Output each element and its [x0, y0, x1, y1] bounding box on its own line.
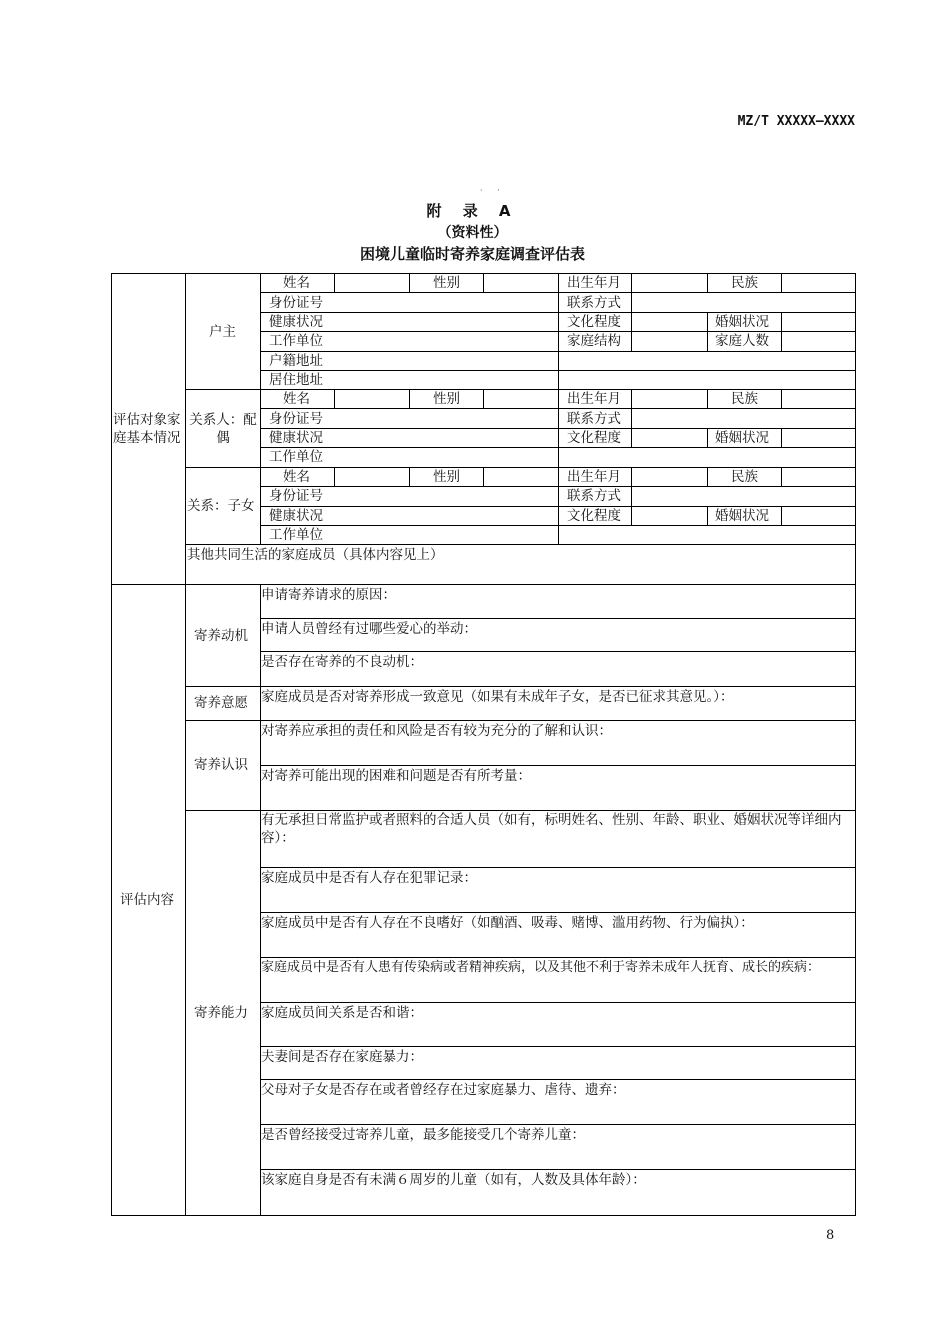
question-bad-habits: 家庭成员中是否有人存在不良嗜好（如酗酒、吸毒、赌博、滥用药物、行为偏执）： — [261, 915, 754, 931]
grid-line — [781, 428, 782, 447]
group-label-cognition: 寄养认识 — [194, 757, 248, 773]
field-label-work: 工作单位 — [269, 527, 323, 543]
field-label-contact: 联系方式 — [567, 295, 621, 311]
question-harmony: 家庭成员间关系是否和谐： — [261, 1005, 423, 1021]
grid-line — [260, 486, 856, 487]
grid-line — [260, 618, 856, 619]
field-label-family-structure: 家庭结构 — [567, 333, 621, 349]
grid-line — [260, 584, 261, 1216]
decorative-dots: · · — [480, 186, 506, 195]
field-label-gender: 性别 — [433, 275, 460, 291]
grid-line — [185, 273, 186, 1216]
group-label-spouse: 关系人：配偶 — [189, 412, 257, 446]
field-label-birth: 出生年月 — [567, 391, 621, 407]
page-number: 8 — [826, 1228, 835, 1243]
grid-line — [260, 1046, 856, 1047]
field-label-education: 文化程度 — [567, 314, 621, 330]
field-label-contact: 联系方式 — [567, 411, 621, 427]
field-label-marital: 婚姻状况 — [715, 314, 769, 330]
standard-code: MZ/T XXXXX—XXXX — [737, 114, 855, 129]
grid-line — [260, 351, 856, 352]
field-label-name: 姓名 — [283, 275, 310, 291]
field-label-id: 身份证号 — [269, 488, 323, 504]
grid-line — [185, 544, 856, 545]
field-label-id: 身份证号 — [269, 411, 323, 427]
field-label-health: 健康状况 — [269, 508, 323, 524]
grid-line — [409, 273, 410, 292]
grid-line — [409, 467, 410, 486]
field-label-health: 健康状况 — [269, 314, 323, 330]
field-label-work: 工作单位 — [269, 449, 323, 465]
field-label-work: 工作单位 — [269, 333, 323, 349]
question-caregiver: 有无承担日常监护或者照料的合适人员（如有，标明姓名、性别、年龄、职业、婚姻状况等详细内容）： — [261, 812, 842, 846]
appendix-title: 附 录 A — [426, 202, 519, 220]
grid-line — [707, 389, 708, 408]
question-difficulties: 对寄养可能出现的困难和问题是否有所考量： — [261, 768, 531, 784]
grid-line — [781, 389, 782, 408]
grid-line — [334, 467, 335, 486]
field-label-education: 文化程度 — [567, 430, 621, 446]
field-label-other-members: 其他共同生活的家庭成员（具体内容见上） — [187, 547, 444, 563]
grid-line — [260, 651, 856, 652]
form-title: 困境儿童临时寄养家庭调查评估表 — [359, 245, 585, 263]
question-young-children: 该家庭自身是否有未满６周岁的儿童（如有，人数及具体年龄）： — [261, 1172, 646, 1188]
grid-line — [260, 370, 856, 371]
field-label-birth: 出生年月 — [567, 275, 621, 291]
field-label-name: 姓名 — [283, 391, 310, 407]
field-label-ethnicity: 民族 — [731, 275, 758, 291]
grid-line — [260, 912, 856, 913]
question-diseases: 家庭成员中是否有人患有传染病或者精神疾病，以及其他不利于寄养未成年人抚育、成长的疾病： — [261, 960, 821, 975]
field-label-hukou: 户籍地址 — [269, 353, 323, 369]
grid-line — [260, 447, 856, 448]
field-label-ethnicity: 民族 — [731, 469, 758, 485]
grid-line — [707, 467, 708, 486]
grid-line — [260, 1079, 856, 1080]
section-label-assessment: 评估内容 — [120, 892, 174, 908]
grid-line — [409, 389, 410, 408]
field-label-gender: 性别 — [433, 469, 460, 485]
field-label-family-size: 家庭人数 — [715, 333, 769, 349]
grid-line — [781, 273, 782, 292]
grid-line — [260, 525, 856, 526]
question-responsibility: 对寄养应承担的责任和风险是否有较为充分的了解和认识： — [261, 723, 612, 739]
grid-line — [707, 428, 708, 447]
group-label-householder: 户主 — [209, 324, 236, 340]
grid-line — [707, 273, 708, 292]
grid-line — [260, 292, 856, 293]
group-label-capacity: 寄养能力 — [194, 1005, 248, 1021]
grid-line — [260, 957, 856, 958]
field-label-contact: 联系方式 — [567, 488, 621, 504]
field-label-education: 文化程度 — [567, 508, 621, 524]
question-consensus: 家庭成员是否对寄养形成一致意见（如果有未成年子女，是否已征求其意见。）： — [261, 689, 734, 705]
question-reason: 申请寄养请求的原因： — [261, 587, 396, 603]
question-bad-motive: 是否存在寄养的不良动机： — [261, 654, 423, 670]
grid-line — [185, 686, 856, 687]
section-label-basic-info: 评估对象家庭基本情况 — [113, 412, 181, 446]
assessment-table — [111, 273, 856, 1216]
group-label-willingness: 寄养意愿 — [194, 695, 248, 711]
grid-line — [483, 273, 484, 292]
grid-line — [260, 1124, 856, 1125]
grid-line — [483, 389, 484, 408]
grid-line — [483, 467, 484, 486]
grid-line — [334, 273, 335, 292]
grid-line — [260, 1169, 856, 1170]
grid-line — [631, 389, 632, 447]
grid-line — [260, 1002, 856, 1003]
field-label-birth: 出生年月 — [567, 469, 621, 485]
field-label-health: 健康状况 — [269, 430, 323, 446]
grid-line — [781, 467, 782, 486]
question-previous-foster: 是否曾经接受过寄养儿童，最多能接受几个寄养儿童： — [261, 1127, 585, 1143]
field-label-marital: 婚姻状况 — [715, 430, 769, 446]
grid-line — [781, 506, 782, 525]
appendix-nature: （资料性） — [437, 225, 508, 241]
question-child-abuse: 父母对子女是否存在或者曾经存在过家庭暴力、虐待、遗弃： — [261, 1082, 626, 1098]
grid-line — [111, 584, 856, 585]
group-label-child: 关系：子女 — [187, 498, 255, 514]
grid-line — [185, 720, 856, 721]
grid-line — [260, 408, 856, 409]
field-label-residence: 居住地址 — [269, 372, 323, 388]
field-label-marital: 婚姻状况 — [715, 508, 769, 524]
question-caring-acts: 申请人员曾经有过哪些爱心的举动： — [261, 621, 477, 637]
grid-line — [260, 765, 856, 766]
field-label-ethnicity: 民族 — [731, 391, 758, 407]
field-label-id: 身份证号 — [269, 295, 323, 311]
question-spousal-violence: 夫妻间是否存在家庭暴力： — [261, 1049, 423, 1065]
grid-line — [707, 506, 708, 525]
question-criminal-record: 家庭成员中是否有人存在犯罪记录： — [261, 870, 477, 886]
group-label-motive: 寄养动机 — [194, 628, 248, 644]
grid-line — [260, 867, 856, 868]
grid-line — [631, 467, 632, 525]
field-label-name: 姓名 — [283, 469, 310, 485]
grid-line — [334, 389, 335, 408]
field-label-gender: 性别 — [433, 391, 460, 407]
